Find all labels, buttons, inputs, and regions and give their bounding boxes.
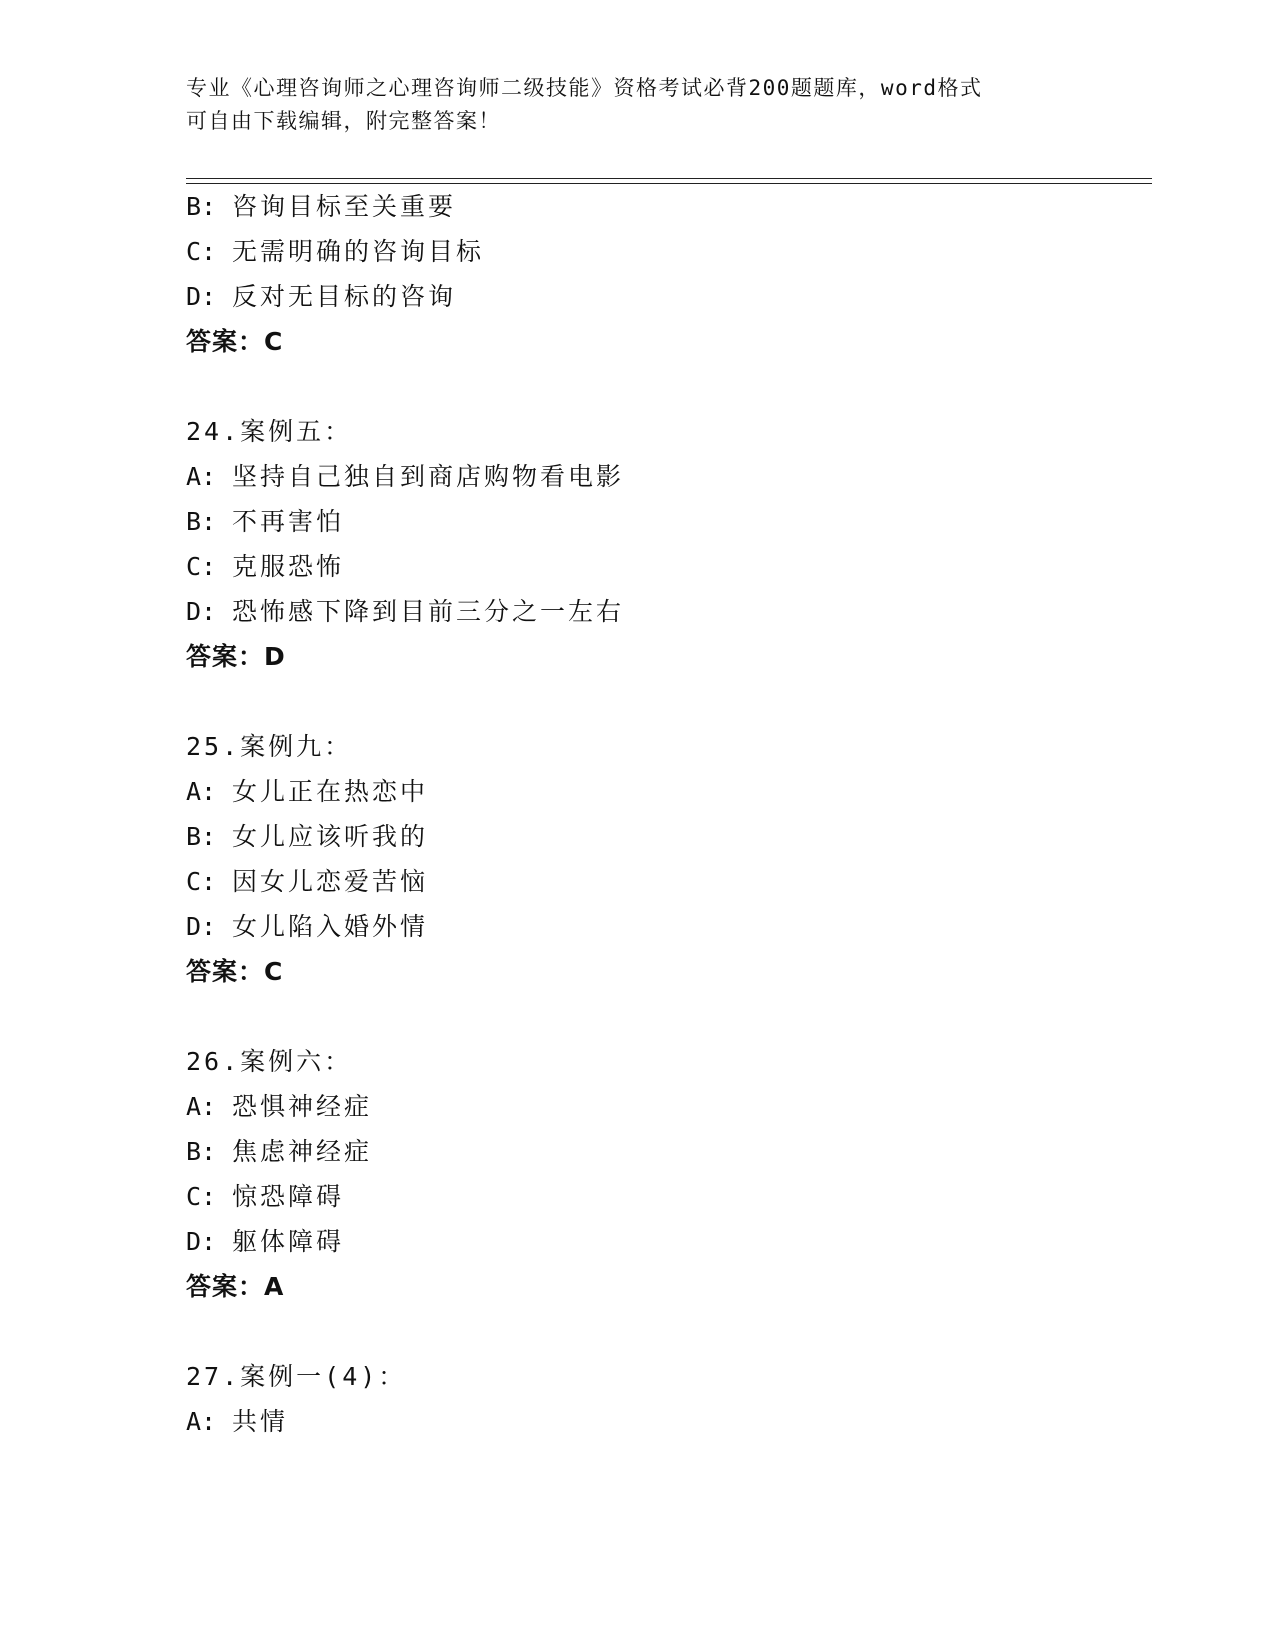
- option-letter: C:: [186, 867, 217, 896]
- option-text: 反对无目标的咨询: [232, 282, 457, 311]
- option-line: [186, 190, 456, 224]
- header-divider-top: [186, 178, 1152, 179]
- option-letter: A:: [186, 1092, 217, 1121]
- answer-line: 答案：A: [186, 1272, 285, 1301]
- option-letter: B:: [186, 1137, 217, 1166]
- option-letter: D:: [186, 912, 217, 941]
- option-line: [186, 865, 428, 899]
- option-text: 咨询目标至关重要: [232, 192, 457, 221]
- option-line: [186, 775, 428, 809]
- option-line: [186, 1225, 344, 1259]
- option-line: [186, 505, 344, 539]
- question-title: 24.案例五：: [186, 417, 353, 446]
- header-line-1: 专业《心理咨询师之心理咨询师二级技能》资格考试必背200题题库，word格式: [186, 76, 983, 100]
- option-text: 共情: [232, 1407, 289, 1436]
- option-line: [186, 1135, 372, 1169]
- option-letter: B:: [186, 822, 217, 851]
- option-letter: B:: [186, 507, 217, 536]
- question-title: 25.案例九：: [186, 732, 353, 761]
- option-letter: A:: [186, 1407, 217, 1436]
- option-text: 因女儿恋爱苦恼: [232, 867, 429, 896]
- option-text: 坚持自己独自到商店购物看电影: [232, 462, 625, 491]
- option-text: 女儿正在热恋中: [232, 777, 429, 806]
- option-line: [186, 550, 344, 584]
- header-line-2: 可自由下载编辑，附完整答案！: [186, 109, 501, 133]
- option-letter: C:: [186, 1182, 217, 1211]
- option-text: 女儿应该听我的: [232, 822, 429, 851]
- option-line: [186, 595, 624, 629]
- document-header: [186, 72, 1066, 138]
- option-text: 恐惧神经症: [232, 1092, 373, 1121]
- option-line: [186, 910, 428, 944]
- answer-line: 答案：C: [186, 327, 284, 356]
- option-letter: C:: [186, 237, 217, 266]
- option-letter: D:: [186, 282, 217, 311]
- option-text: 女儿陷入婚外情: [232, 912, 429, 941]
- option-letter: D:: [186, 1227, 217, 1256]
- option-line: [186, 1405, 288, 1439]
- option-text: 惊恐障碍: [232, 1182, 345, 1211]
- option-letter: A:: [186, 777, 217, 806]
- option-letter: B:: [186, 192, 217, 221]
- option-text: 不再害怕: [232, 507, 345, 536]
- option-line: [186, 280, 456, 314]
- option-line: [186, 820, 428, 854]
- option-line: [186, 235, 484, 269]
- option-text: 恐怖感下降到目前三分之一左右: [232, 597, 625, 626]
- option-text: 焦虑神经症: [232, 1137, 373, 1166]
- answer-line: 答案：C: [186, 957, 284, 986]
- option-line: [186, 460, 624, 494]
- option-text: 无需明确的咨询目标: [232, 237, 485, 266]
- option-line: [186, 1090, 372, 1124]
- option-letter: C:: [186, 552, 217, 581]
- question-title: 27.案例一(4)：: [186, 1362, 407, 1391]
- option-text: 克服恐怖: [232, 552, 345, 581]
- option-line: [186, 1180, 344, 1214]
- answer-line: 答案：D: [186, 642, 286, 671]
- option-letter: D:: [186, 597, 217, 626]
- header-divider-bottom: [186, 183, 1152, 184]
- option-text: 躯体障碍: [232, 1227, 345, 1256]
- question-title: 26.案例六：: [186, 1047, 353, 1076]
- option-letter: A:: [186, 462, 217, 491]
